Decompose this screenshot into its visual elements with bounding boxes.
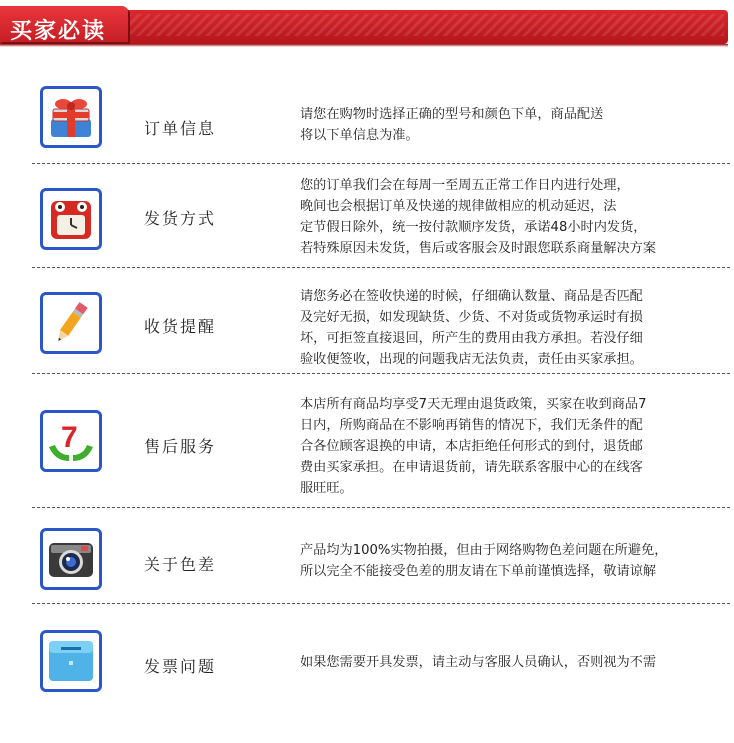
info-row-order: [32, 80, 730, 164]
description-line: 坏，可拒签直接退回，所产生的费用由我方承担。若没仔细: [300, 331, 643, 346]
row-label: 订单信息: [144, 119, 217, 138]
alarm-clock-icon: [40, 188, 102, 250]
description-line: 您的订单我们会在每周一至周五正常工作日内进行处理，: [300, 178, 630, 193]
svg-text:7: 7: [61, 421, 78, 454]
row-description: [300, 394, 734, 499]
description-line: 若特殊原因未发货，售后或客服会及时跟您联系商量解决方案: [300, 241, 657, 256]
camera-icon: [40, 528, 102, 590]
banner-stripes: [118, 14, 724, 36]
description-line: 如果您需要开具发票，请主动与客服人员确认，否则视为不需: [300, 655, 657, 670]
description-line: 请您在购物时选择正确的型号和颜色下单，商品配送: [300, 107, 604, 122]
header-banner: [0, 0, 734, 48]
banner-shadow: [0, 44, 728, 47]
info-row-receipt: [32, 268, 730, 374]
description-line: 将以下单信息为准。: [300, 128, 419, 143]
row-label: 发货方式: [144, 209, 217, 228]
description-line: 验收便签收，出现的问题我店无法负责，责任由买家承担。: [300, 352, 643, 367]
info-row-after-sales: [32, 374, 730, 508]
seven-hands-icon: [40, 410, 102, 472]
row-description: [300, 104, 734, 146]
row-label: 收货提醒: [144, 317, 217, 336]
description-line: 本店所有商品均享受7天无理由退货政策，买家在收到商品7: [300, 397, 647, 412]
description-line: 服旺旺。: [300, 481, 353, 496]
description-line: 所以完全不能接受色差的朋友请在下单前谨慎选择，敬请谅解: [300, 564, 657, 579]
info-row-shipping: [32, 164, 730, 268]
row-label: 关于色差: [144, 555, 217, 574]
row-description: [300, 652, 734, 673]
pencil-icon: [40, 292, 102, 354]
info-row-invoice: [32, 604, 730, 704]
banner-tab: [0, 6, 128, 42]
description-line: 定节假日除外，统一按付款顺序发货，承诺48小时内发货，: [300, 220, 647, 235]
invoice-box-icon: [40, 630, 102, 692]
row-label: 售后服务: [144, 437, 217, 456]
description-line: 及完好无损，如发现缺货、少货、不对货或货物承运时有损: [300, 310, 643, 325]
row-description: [300, 286, 734, 370]
row-description: [300, 540, 734, 582]
description-line: 产品均为100%实物拍摄，但由于网络购物色差问题在所避免，: [300, 543, 668, 558]
info-row-color: [32, 508, 730, 604]
description-line: 费由买家承担。在申请退货前，请先联系客服中心的在线客: [300, 460, 643, 475]
row-label: 发票问题: [144, 657, 217, 676]
banner-title: 买家必读: [10, 19, 107, 44]
gift-icon: [40, 86, 102, 148]
row-description: [300, 175, 734, 259]
description-line: 晚间也会根据订单及快递的规律做相应的机动延迟，法: [300, 199, 617, 214]
description-line: 请您务必在签收快递的时候，仔细确认数量、商品是否匹配: [300, 289, 643, 304]
description-line: 日内，所购商品在不影响再销售的情况下，我们无条件的配: [300, 418, 643, 433]
description-line: 合各位顾客退换的申请，本店拒绝任何形式的到付，退货邮: [300, 439, 643, 454]
